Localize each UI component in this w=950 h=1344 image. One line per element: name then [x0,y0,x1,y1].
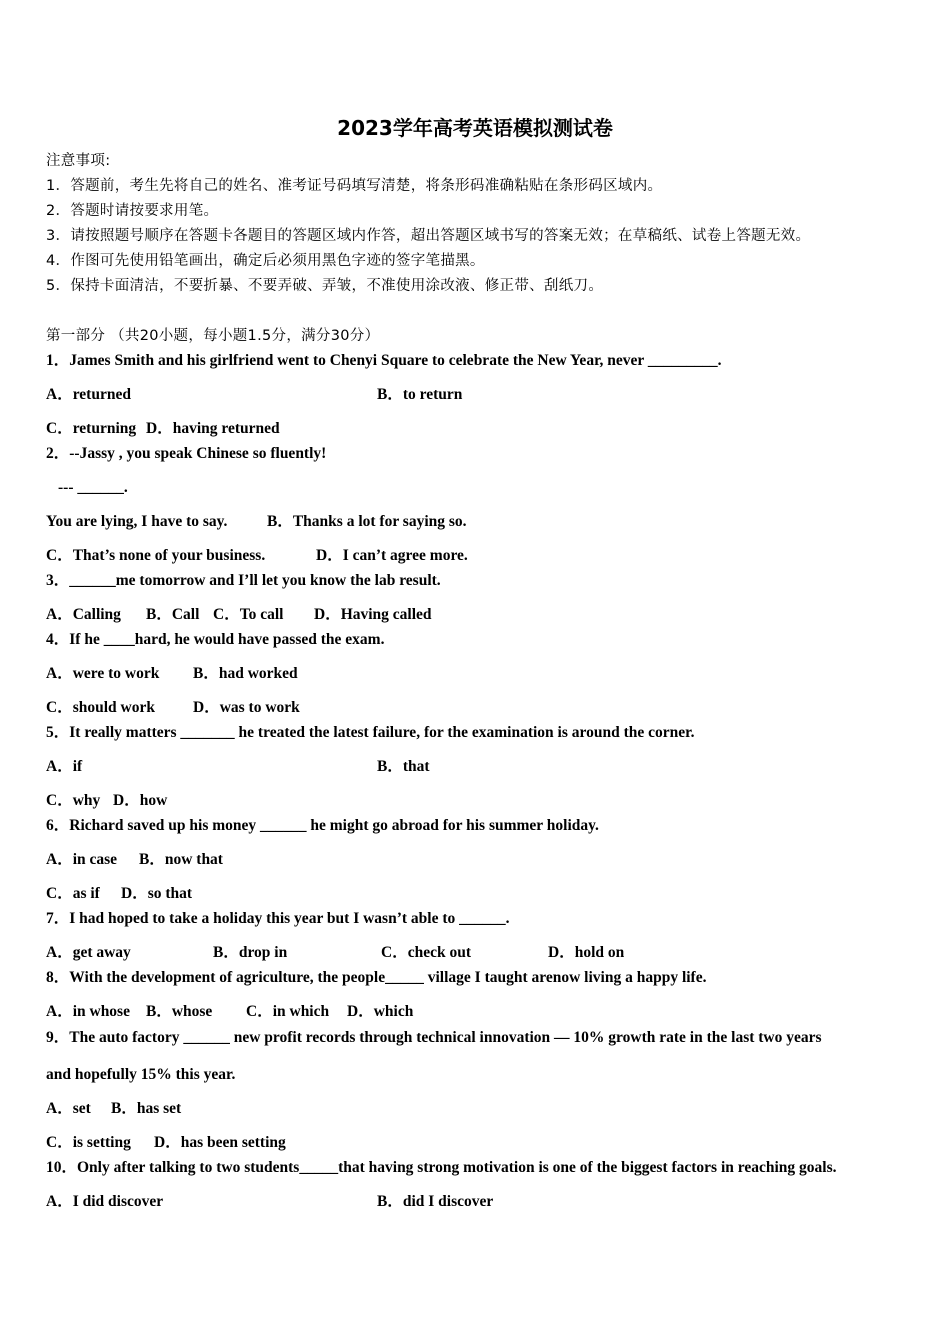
option-b: B．drop in [213,944,288,961]
option-a: A．in case [46,851,118,868]
option-c: C．returning [46,420,137,437]
option-b: B．now that [139,851,223,868]
option-b: B．did I discover [377,1193,494,1210]
option-d: D．was to work [193,699,300,716]
option-b: B．has set [111,1100,182,1117]
question-stem: 9．The auto factory ______ new profit records through technical innovation — 10% growth rate in the last two years [46,1029,822,1046]
question-stem-cont: and hopefully 15% this year. [46,1066,236,1083]
question-stem: 1．James Smith and his girlfriend went to Chenyi Square to celebrate the New Year, never _________. [46,352,722,369]
question-stem: 6．Richard saved up his money ______ he might go abroad for his summer holiday. [46,817,599,834]
option-d: D．I can’t agree more. [316,547,468,564]
notes-heading: 注意事项: [46,153,111,169]
option-d: D．has been setting [154,1134,286,1151]
option-c: C．should work [46,699,155,716]
option-a: You are lying, I have to say. [46,513,228,530]
question-stem: 5．It really matters _______ he treated the latest failure, for the examination is around the corner. [46,724,695,741]
option-a: A．I did discover [46,1193,164,1210]
option-c: C．as if [46,885,100,902]
note-item: 2．答题时请按要求用笔。 [46,203,219,219]
option-d: D．so that [121,885,193,902]
note-item: 5．保持卡面清洁，不要折暴、不要弄破、弄皱，不准使用涂改液、修正带、刮纸刀。 [46,278,604,294]
note-item: 1．答题前，考生先将自己的姓名、准考证号码填写清楚，将条形码准确粘贴在条形码区域内。 [46,178,663,194]
option-d: D．hold on [548,944,625,961]
option-d: D．having returned [146,420,280,437]
option-a: A．set [46,1100,91,1117]
option-b: B．to return [377,386,463,403]
question-stem: 10．Only after talking to two students_____that having strong motivation is one of the biggest factors in reaching goals. [46,1159,837,1176]
option-c: C．is setting [46,1134,131,1151]
section-heading: 第一部分 （共20小题，每小题1.5分，满分30分） [46,328,380,344]
option-b: B．that [377,758,430,775]
option-b: B．Call [146,606,200,623]
option-b: B．whose [146,1003,213,1020]
question-stem: 2．--Jassy , you speak Chinese so fluently! [46,445,327,462]
option-c: C．That’s none of your business. [46,547,266,564]
question-stem: 8．With the development of agriculture, the people_____ village I taught arenow living a happy life. [46,969,707,986]
option-d: D．which [347,1003,414,1020]
page-title: 2023学年高考英语模拟测试卷 [337,116,613,140]
note-item: 3．请按照题号顺序在答题卡各题目的答题区域内作答，超出答题区域书写的答案无效；在草稿纸、试卷上答题无效。 [46,228,811,244]
option-a: A．in whose [46,1003,130,1020]
option-c: C．why [46,792,101,809]
option-b: B．had worked [193,665,298,682]
option-a: A．returned [46,386,131,403]
option-c: C．To call [213,606,284,623]
dialogue-line: --- ______. [58,479,128,496]
question-stem: 4．If he ____hard, he would have passed the exam. [46,631,385,648]
option-a: A．were to work [46,665,160,682]
question-stem: 3．______me tomorrow and I’ll let you know the lab result. [46,572,441,589]
option-a: A．get away [46,944,131,961]
question-stem: 7．I had hoped to take a holiday this year but I wasn’t able to ______. [46,910,510,927]
option-d: D．how [113,792,168,809]
option-a: A．if [46,758,83,775]
option-c: C．in which [246,1003,330,1020]
option-b: B．Thanks a lot for saying so. [267,513,467,530]
option-a: A．Calling [46,606,121,623]
note-item: 4．作图可先使用铅笔画出，确定后必须用黑色字迹的签字笔描黑。 [46,253,485,269]
option-c: C．check out [381,944,471,961]
option-d: D．Having called [314,606,432,623]
